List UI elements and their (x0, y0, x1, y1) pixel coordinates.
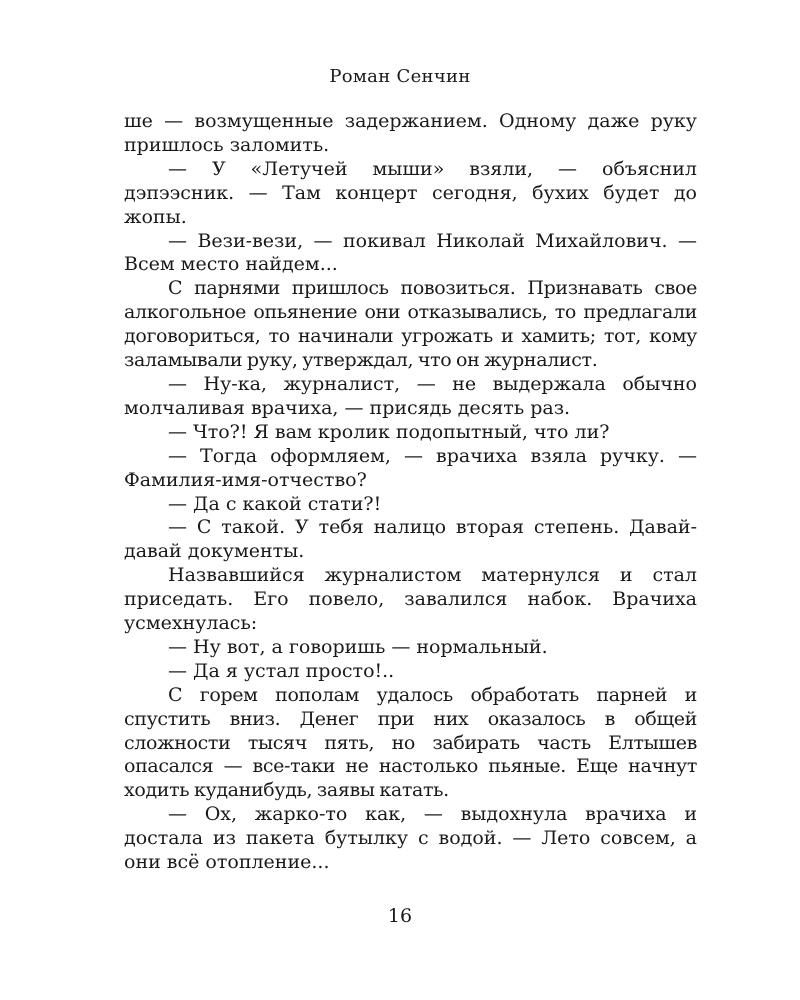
paragraph: — Ну вот, а говоришь — нормальный. (168, 635, 548, 658)
paragraph: — Да с какой стати?! (168, 492, 382, 515)
body-text (124, 110, 697, 875)
paragraph: — Вези-вези, — покивал Николай Михайлович. — Всем место найдем... (124, 229, 697, 276)
paragraph: — С такой. У тебя налицо вторая степень. Давай-давай документы. (124, 516, 697, 563)
paragraph: — Ну-ка, журналист, — не выдержала обычно молчаливая врачиха, — присядь десять раз. (124, 372, 697, 419)
paragraph: С парнями пришлось повозиться. Признавать свое алкогольное опьянение они отказывались, то предлагали договориться, то начинали угрожать и хамить; тот, кому заламывали руку, утверждал, что он журналист. (124, 277, 697, 372)
paragraph: — Тогда оформляем, — врачиха взяла ручку. — Фамилия-имя-отчество? (124, 444, 697, 491)
paragraph: — У «Летучей мыши» взяли, — объяснил дэпээсник. — Там концерт сегодня, бухих будет до жопы. (124, 157, 697, 228)
paragraph: — Ох, жарко-то как, — выдохнула врачиха и достала из пакета бутылку с водой. — Лето совсем, а они всё отопление... (124, 803, 697, 874)
paragraph: — Да я устал просто!.. (168, 659, 395, 682)
paragraph: Назвавшийся журналистом матернулся и стал приседать. Его повело, завалился набок. Врачиха усмехнулась: (124, 564, 697, 635)
paragraph: С горем пополам удалось обработать парней и спустить вниз. Денег при них оказалось в общей сложности тысяч пять, но забирать часть Елтышев опасался — все-таки не настолько пьяные. Еще начнут ходить куданибудь, заявы катать. (124, 683, 697, 802)
paragraph: — Что?! Я вам кролик подопытный, что ли? (168, 420, 610, 443)
page-number: 16 (387, 905, 413, 927)
paragraph: ше — возмущенные задержанием. Одному даже руку пришлось заломить. (124, 110, 697, 156)
running-head-title: Роман Сенчин (329, 66, 471, 87)
